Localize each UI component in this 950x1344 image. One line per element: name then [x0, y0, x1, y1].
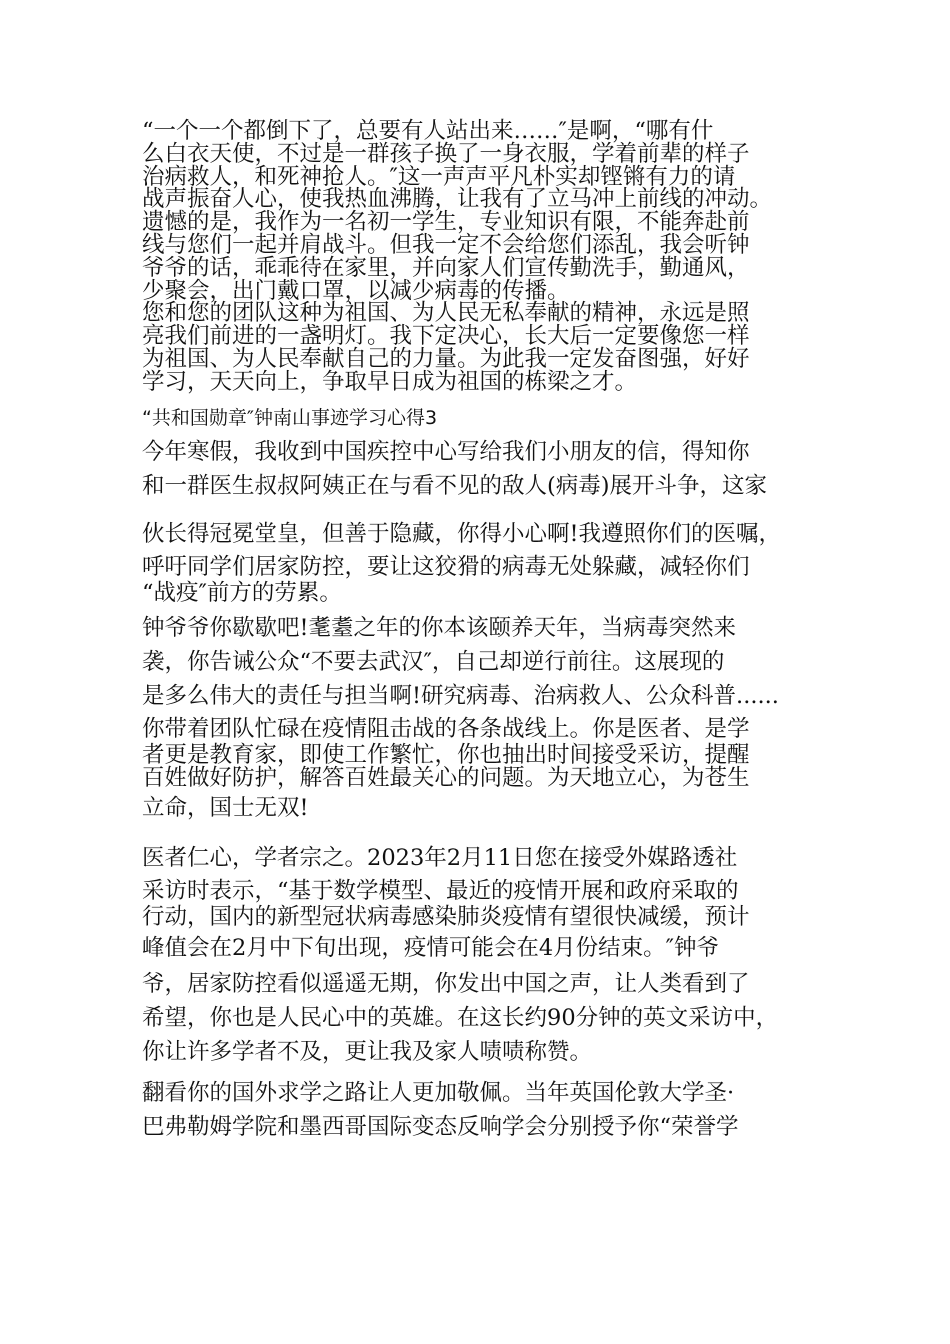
paragraph-6	[142, 841, 842, 1069]
text-line: 学习，天天向上，争取早日成为祖国的栋梁之才。	[142, 368, 638, 395]
text-line: 者更是教育家，即使工作繁忙，你也抽出时间接受采访，提醒	[142, 741, 750, 768]
text-line: 医者仁心，学者宗之。2023年2月11日您在接受外媒路透社	[142, 845, 738, 872]
paragraph-3	[142, 435, 842, 504]
text-line: 遗憾的是，我作为一名初一学生，专业知识有限，不能奔赴前	[142, 209, 750, 236]
text-line: 希望，你也是人民心中的英雄。在这长约90分钟的英文采访中，	[142, 1005, 779, 1031]
paragraph-7	[142, 1076, 842, 1145]
text-line: 战声振奋人心，使我热血沸腾，让我有了立马冲上前线的冲动。	[142, 186, 773, 213]
text-line: 立命，国士无双!	[142, 795, 309, 822]
text-line: 亮我们前进的一盏明灯。我下定决心，长大后一定要像您一样	[142, 323, 750, 350]
section-heading: “共和国勋章″钟南山事迹学习心得3	[142, 406, 438, 429]
text-line: 您和您的团队这种为祖国、为人民无私奉献的精神，永远是照	[142, 300, 750, 327]
text-line: 爷爷的话，乖乖待在家里，并向家人们宣传勤洗手，勤通风，	[142, 254, 750, 281]
text-line: 钟爷爷你歇歇吧!耄耋之年的你本该颐养天年，当病毒突然来	[142, 614, 737, 641]
text-line: 是多么伟大的责任与担当啊!研究病毒、治病救人、公众科普......	[142, 683, 779, 710]
text-line: 袭，你告诫公众“不要去武汉″，自己却逆行前往。这展现的	[142, 648, 725, 675]
text-line: 呼吁同学们居家防控，要让这狡猾的病毒无处躲藏，减轻你们	[142, 553, 750, 580]
paragraph-4	[142, 517, 842, 604]
text-line: 伙长得冠冕堂皇，但善于隐藏，你得小心啊!我遵照你们的医嘱，	[142, 521, 782, 548]
text-line: 和一群医生叔叔阿姨正在与看不见的敌人(病毒)展开斗争，这家	[142, 472, 768, 499]
text-line: 为祖国、为人民奉献自己的力量。为此我一定发奋图强，好好	[142, 345, 750, 372]
text-line: 治病救人，和死神抢人。″这一声声平凡朴实却铿锵有力的请	[142, 163, 736, 190]
text-line: 百姓做好防护，解答百姓最关心的问题。为天地立心，为苍生	[142, 764, 750, 791]
text-line: “战疫″前方的劳累。	[142, 579, 342, 606]
text-line: 线与您们一起并肩战斗。但我一定不会给您们添乱，我会听钟	[142, 231, 750, 258]
text-line: 采访时表示，“基于数学模型、最近的疫情开展和政府采取的	[142, 877, 739, 904]
text-line: 今年寒假，我收到中国疾控中心写给我们小朋友的信，得知你	[142, 438, 750, 465]
paragraph-5	[142, 611, 842, 828]
text-line: 么白衣天使，不过是一群孩子换了一身衣服，学着前辈的样子	[142, 140, 750, 167]
text-line: 行动，国内的新型冠状病毒感染肺炎疫情有望很快减缓，预计	[142, 903, 750, 930]
document-body	[142, 120, 842, 1145]
text-line: 你带着团队忙碌在疫情阻击战的各条战线上。你是医者、是学	[142, 715, 750, 742]
text-line: 少聚会，出门戴口罩，以减少病毒的传播。	[142, 277, 570, 304]
text-line: “一个一个都倒下了，总要有人站出来……″是啊，“哪有什	[142, 118, 714, 144]
text-line: 峰值会在2月中下旬出现，疫情可能会在4月份结束。″钟爷	[142, 934, 720, 961]
spacer	[142, 503, 842, 517]
paragraph-2	[142, 302, 842, 393]
spacer	[142, 827, 842, 841]
text-line: 爷，居家防控看似遥遥无期，你发出中国之声，让人类看到了	[142, 970, 750, 997]
text-line: 翻看你的国外求学之路让人更加敬佩。当年英国伦敦大学圣·	[142, 1079, 735, 1106]
text-line: 你让许多学者不及，更让我及家人啧啧称赞。	[142, 1039, 593, 1066]
paragraph-1	[142, 120, 842, 302]
text-line: 巴弗勒姆学院和墨西哥国际变态反响学会分别授予你“荣誉学	[142, 1114, 739, 1141]
